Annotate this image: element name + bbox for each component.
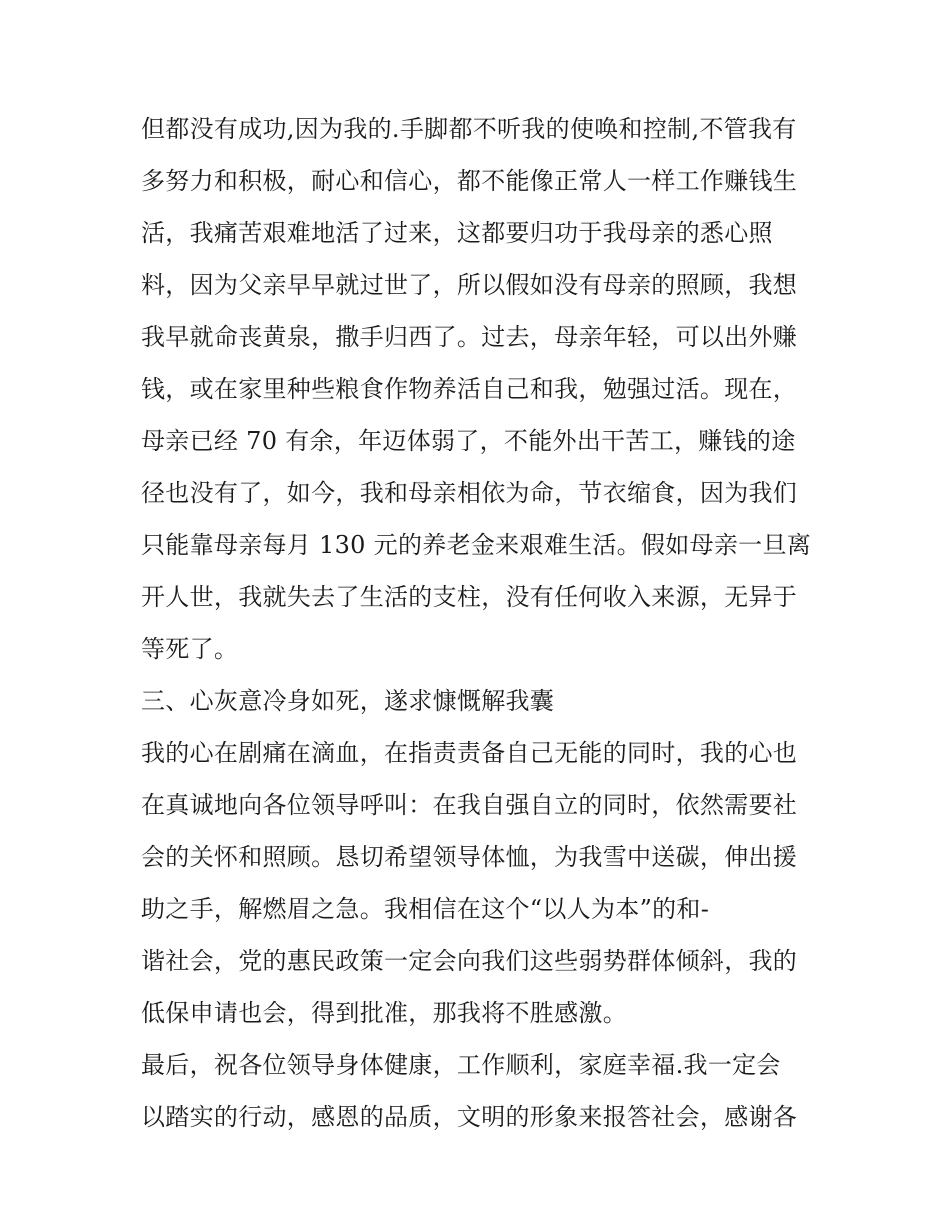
text-line: 我的心在剧痛在滴血，在指责责备自己无能的同时，我的心也 (141, 739, 798, 767)
text-line: 但都没有成功,因为我的.手脚都不听我的使唤和控制,不管我有 (141, 115, 797, 143)
text-line: 助之手，解燃眉之急。我相信在这个“以人为本”的和- (141, 895, 710, 923)
text-line: 活，我痛苦艰难地活了过来，这都要归功于我母亲的悉心照 (141, 219, 773, 247)
text-line: 径也没有了，如今，我和母亲相依为命，节衣缩食，因为我们 (141, 479, 798, 507)
text-line: 钱，或在家里种些粮食作物养活自己和我，勉强过活。现在， (141, 375, 798, 403)
body-text (141, 108, 821, 1148)
text-line: 会的关怀和照顾。恳切希望领导体恤，为我雪中送碳，伸出援 (141, 843, 798, 871)
text-line: 只能靠母亲每月 130 元的养老金来艰难生活。假如母亲一旦离 (141, 531, 812, 559)
text-line: 在真诚地向各位领导呼叫：在我自强自立的同时，依然需要社 (141, 791, 798, 819)
text-line: 料，因为父亲早早就过世了，所以假如没有母亲的照顾，我想 (141, 271, 798, 299)
text-line: 我早就命丧黄泉，撒手归西了。过去，母亲年轻，可以出外赚 (141, 323, 798, 351)
text-line: 低保申请也会，得到批准，那我将不胜感激。 (141, 999, 627, 1027)
text-line: 等死了。 (141, 635, 239, 663)
text-line: 最后，祝各位领导身体健康，工作顺利，家庭幸福.我一定会 (141, 1051, 781, 1079)
text-line: 母亲已经 70 有余，年迈体弱了，不能外出干苦工，赚钱的途 (141, 427, 796, 455)
text-line: 多努力和积极，耐心和信心，都不能像正常人一样工作赚钱生 (141, 167, 798, 195)
section-heading: 三、心灰意冷身如死，遂求慷慨解我囊 (141, 687, 555, 715)
text-line: 谐社会，党的惠民政策一定会向我们这些弱势群体倾斜，我的 (141, 947, 798, 975)
text-line: 以踏实的行动，感恩的品质，文明的形象来报答社会，感谢各 (141, 1103, 798, 1131)
text-line: 开人世，我就失去了生活的支柱，没有任何收入来源，无异于 (141, 583, 798, 611)
